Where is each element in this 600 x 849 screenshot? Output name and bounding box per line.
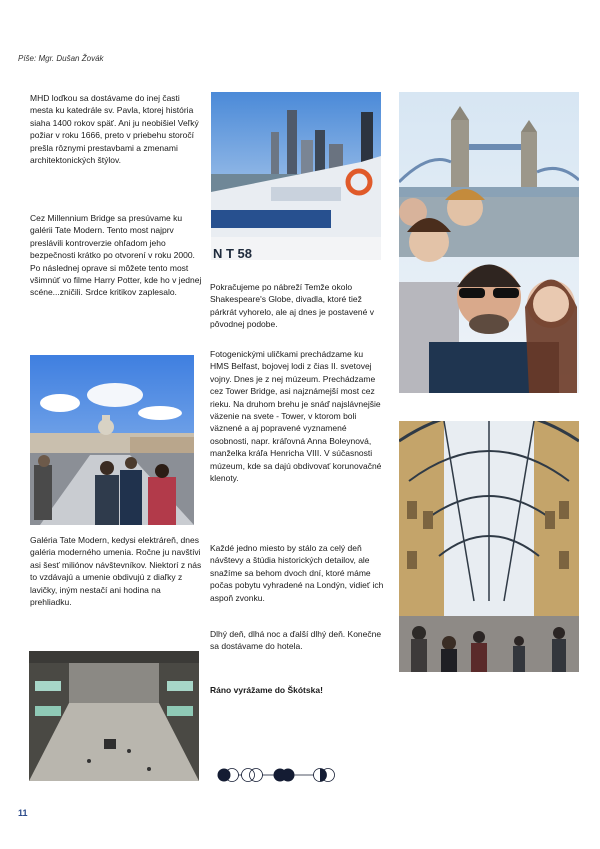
paragraph-tate-modern: Galéria Tate Modern, kedysi elektráreň, dnes galéria moderného umenia. Ročne ju navštívi asi šesť miliónov návštevníkov. Niektorí z nás to vzdávajú a umenie obdivujú z diaľky z lavičky, iným nestačí ani hodina na prehliadku. [30,535,202,608]
photo-tate-modern-turbine-hall [29,651,199,781]
paragraph-shakespeares-globe: Pokračujeme po nábreží Temže okolo Shakespeare's Globe, divadla, ktoré tiež párkrát vyhorelo, ale aj dnes je postavené v pôvodnej podobe. [210,282,374,330]
page-number: 11 [18,808,28,818]
paragraph-hotel: Dlhý deň, dlhá noc a ďalší dlhý deň. Konečne sa dostávame do hotela. [210,629,382,652]
boat-hull-number: N T 58 [213,246,253,260]
photo-millennium-bridge [30,355,194,525]
photo-hays-galleria [399,421,579,672]
paragraph-millennium-bridge: Cez Millennium Bridge sa presúvame ku galérii Tate Modern. Tento most najprv preslávili kontroverzie ohľadom jeho bezpečnosti krátko po otvorení v roku 2000. Po následnej oprave si môžete tento most všimnúť vo filme Harry Potter, kde ho v jednej scéne...zničili. Srdce kritikov zaplesalo. [30,213,202,298]
paragraph-tower-bridge: Fotogenickými uličkami prechádzame ku HMS Belfast, bojovej lodi z čias II. svetovej vojny. Dnes je z nej múzeum. Prechádzame cez Tower Bridge, asi najznámejší most cez rieku. Na druhom brehu je snáď najslávnejšie väzenie na svete - Tower, v ktorom boli väznené a aj popravené vyznamené osobnosti, napr. kráľovná Anna Boleynová, manželka kráľa Henricha VIII. V súčasnosti múzeum, kde sa dajú obdivovať korunovačné klenoty. [210,349,382,484]
closing-line: Ráno vyrážame do Škótska! [210,685,323,695]
photo-thames-boat [211,92,381,260]
paragraph-london-summary: Každé jedno miesto by stálo za celý deň návštevy a štúdia historických detailov, ale snažíme sa behom dvoch dní, ktoré máme počas pobytu vyhradené na Londýn, vidieť ich aspoň zvonku. [210,543,384,603]
decorative-moon-dots [216,767,356,783]
photo-group-selfie-tower-bridge [399,92,579,393]
author-byline: Píše: Mgr. Dušan Žovák [18,54,104,63]
paragraph-st-pauls: MHD loďkou sa dostávame do inej časti mesta ku katedrále sv. Pavla, ktorej história siaha 1400 rokov späť. Ani ju neobišiel Veľký požiar v roku 1666, preto v priebehu storočí prešla rôznymi prestavbami a zmenami architektonických štýlov. [30,93,199,166]
